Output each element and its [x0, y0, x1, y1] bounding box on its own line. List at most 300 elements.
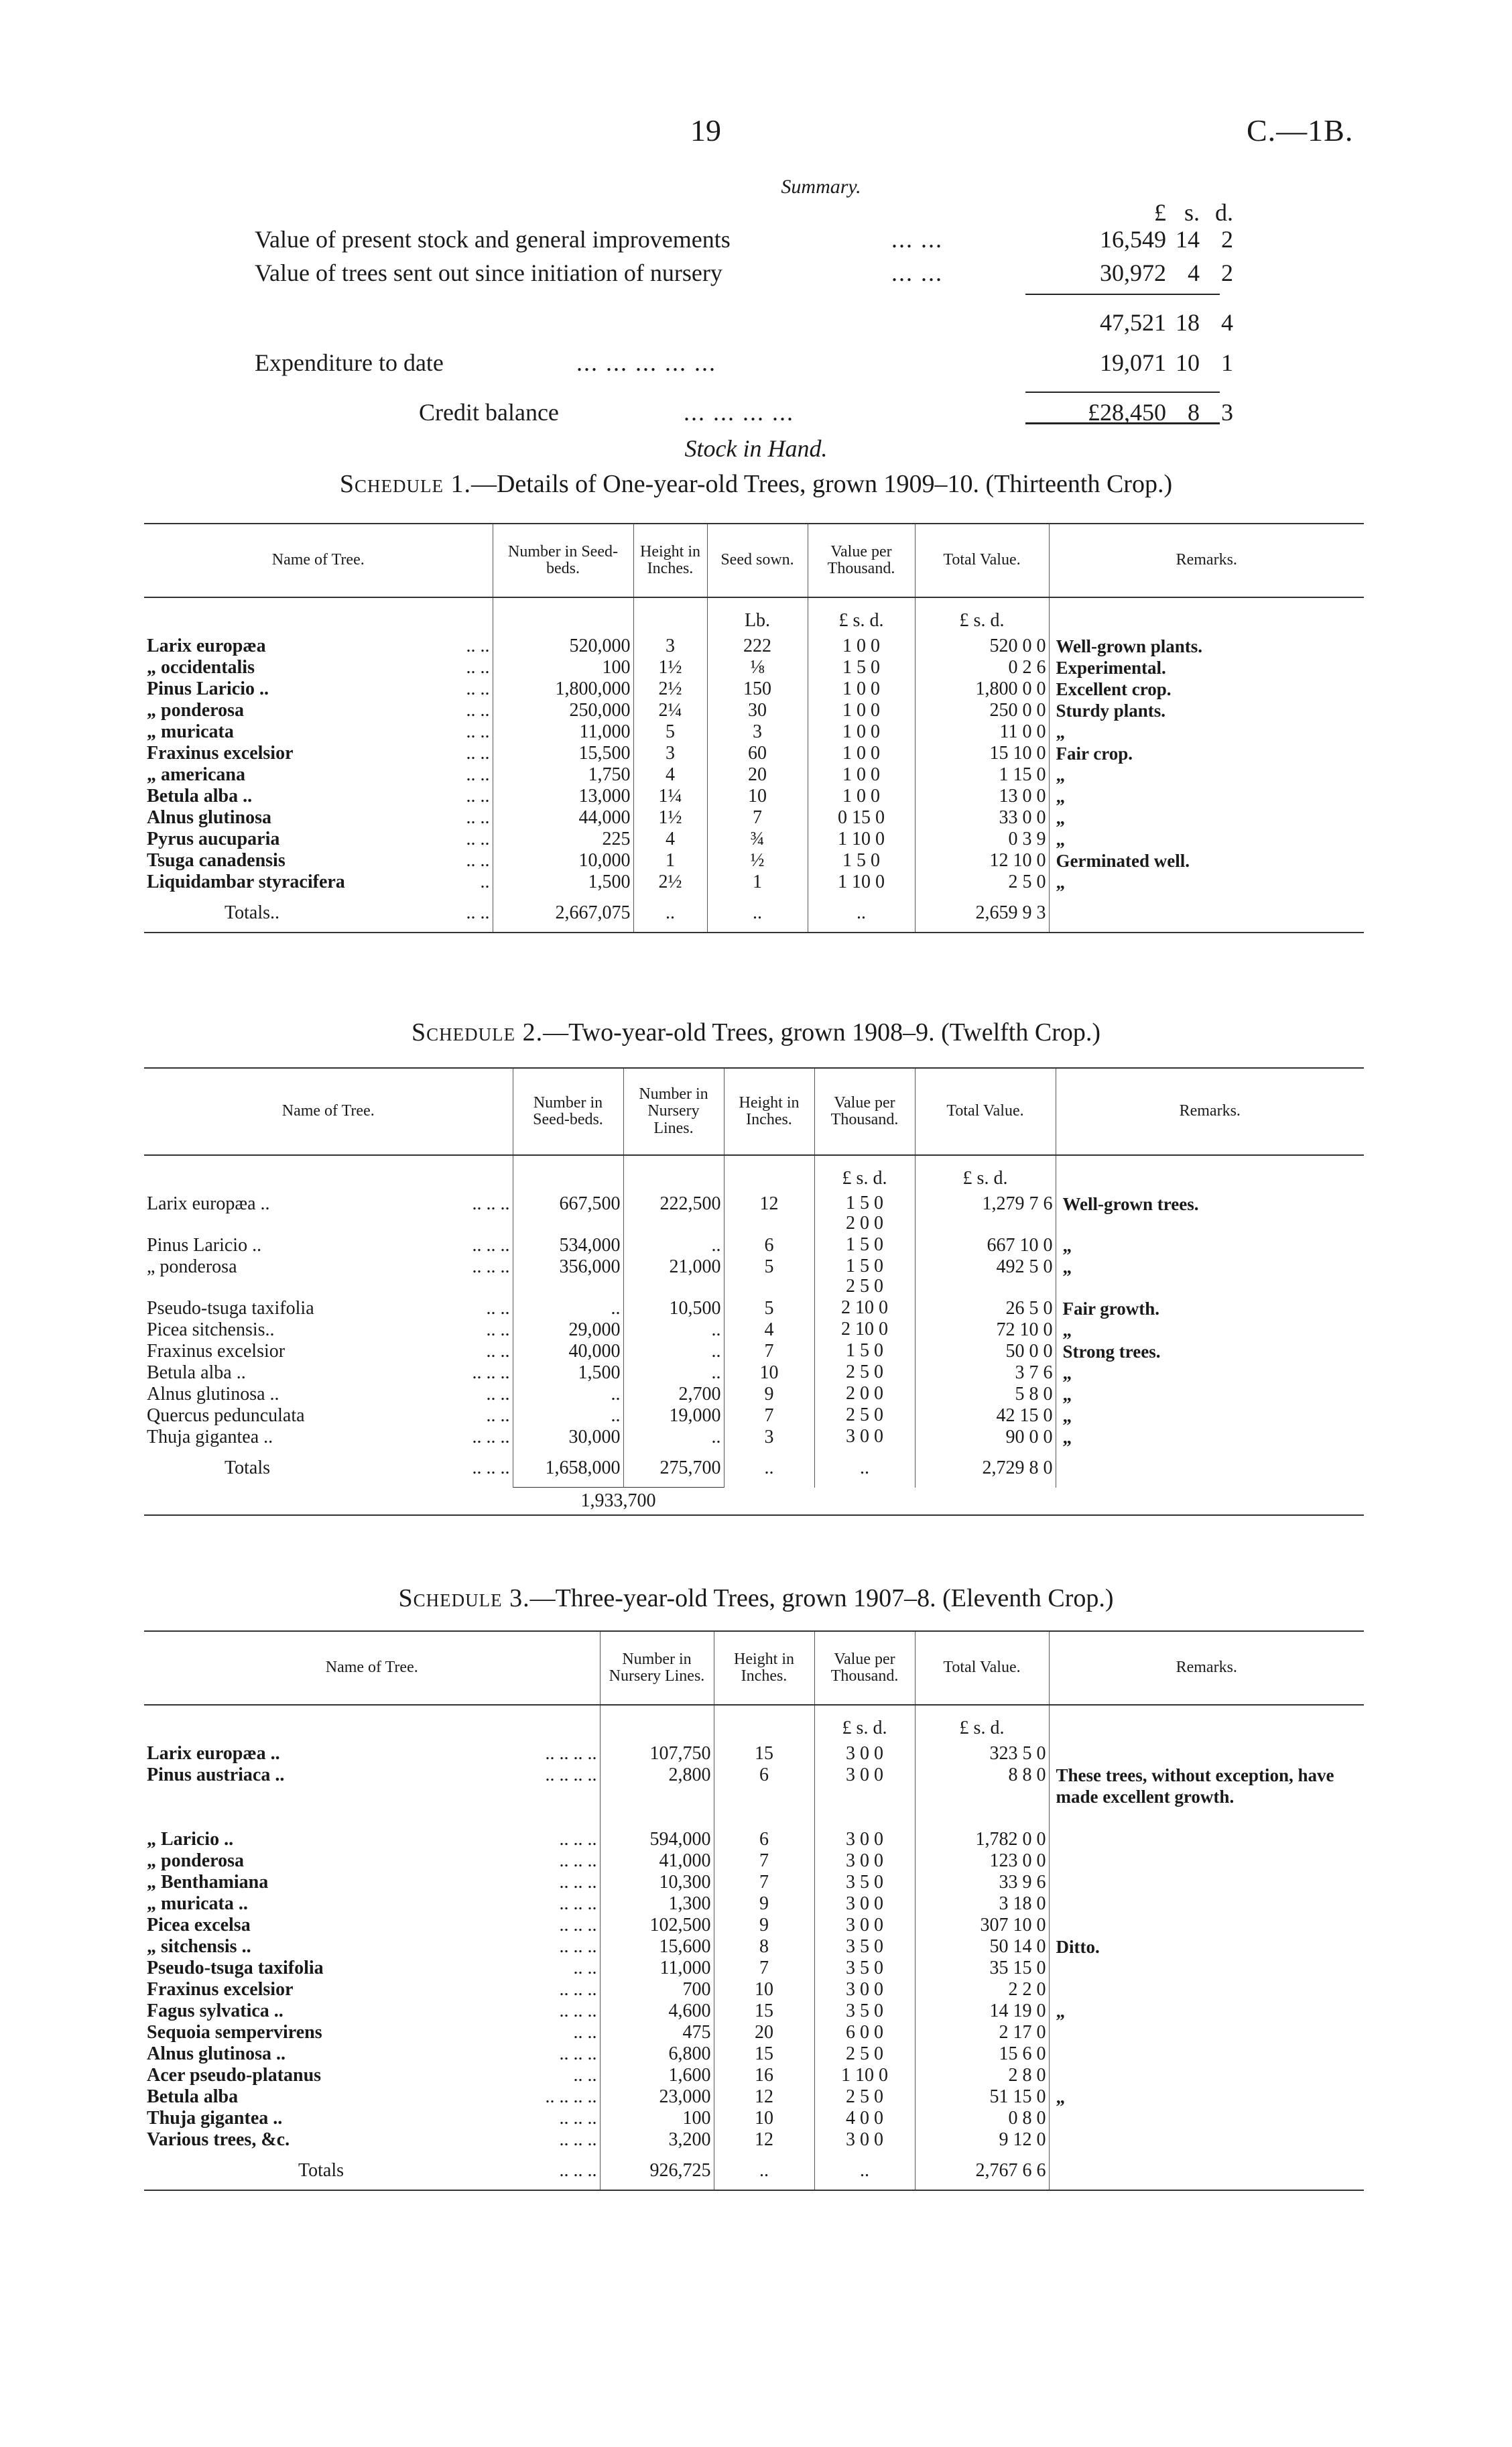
value-line: 2 0 0	[846, 1383, 883, 1404]
tree-name	[144, 678, 493, 700]
units-spacer	[144, 1705, 600, 1743]
leader-dots: .. .. ..	[472, 1427, 510, 1447]
value-line: 1 5 0	[846, 1256, 883, 1276]
value-per-thousand: 3 0 0	[814, 1893, 915, 1915]
nursery-lines-count: 19,000	[623, 1405, 724, 1427]
seed-sown: 3	[707, 721, 808, 743]
height-inches: 4	[633, 764, 707, 786]
tree-name	[144, 1193, 513, 1235]
totals-text: Totals..	[225, 902, 280, 923]
value-per-thousand	[814, 1384, 915, 1405]
nursery-lines-count: 2,700	[623, 1384, 724, 1405]
seed-beds-count: 1,750	[493, 764, 633, 786]
remarks	[1049, 2108, 1364, 2129]
total-value: 3 7 6	[915, 1362, 1056, 1384]
remarks: Excellent crop.	[1049, 678, 1364, 700]
summary-title: Summary.	[781, 176, 861, 198]
tree-name-text: Acer pseudo-platanus	[147, 2065, 322, 2086]
table-row	[144, 829, 1364, 850]
seed-sown: 30	[707, 700, 808, 721]
height-inches: 15	[714, 1743, 814, 1765]
unit-pounds: £	[962, 1168, 972, 1189]
totals-label	[144, 1448, 513, 1488]
remarks: Sturdy plants.	[1049, 700, 1364, 721]
units-spacer	[1049, 597, 1364, 636]
grand-total: 1,933,700	[513, 1488, 724, 1516]
nursery-lines-count: 100	[600, 2108, 714, 2129]
summary-label: Expenditure to date	[255, 349, 444, 376]
nursery-lines-count: 15,600	[600, 1936, 714, 1958]
height-inches: 6	[714, 1829, 814, 1850]
col-nursery-lines: Number in Nursery Lines.	[623, 1068, 724, 1155]
totals-total-value: 2,729 8 0	[915, 1448, 1056, 1488]
unit-d: d.	[873, 1168, 887, 1189]
totals-nursery: 275,700	[623, 1448, 724, 1488]
seed-beds-count: 40,000	[513, 1341, 623, 1362]
nursery-lines-count: 700	[600, 1979, 714, 2001]
leader-dots: .. ..	[486, 1405, 510, 1426]
height-inches: 8	[714, 1936, 814, 1958]
summary-rule	[1025, 392, 1220, 393]
value-per-thousand: 0 15 0	[808, 807, 915, 829]
summary-pence: 2	[1221, 259, 1233, 286]
height-inches: 5	[633, 721, 707, 743]
remarks: Germinated well.	[1049, 850, 1364, 872]
tree-name	[144, 829, 493, 850]
seed-beds-count: 11,000	[493, 721, 633, 743]
remarks	[1049, 1829, 1364, 1850]
seed-sown: 20	[707, 764, 808, 786]
height-inches: 2½	[633, 872, 707, 893]
seed-beds-count: 667,500	[513, 1193, 623, 1235]
total-value: 11 0 0	[915, 721, 1049, 743]
total-value: 1,279 7 6	[915, 1193, 1056, 1235]
col-height: Height in Inches.	[724, 1068, 814, 1155]
total-value: 323 5 0	[915, 1743, 1049, 1765]
seed-sown: 7	[707, 807, 808, 829]
value-line: 2 10 0	[841, 1297, 888, 1318]
summary-pence: 4	[1221, 309, 1233, 336]
remarks: „	[1056, 1384, 1364, 1405]
tree-name	[144, 786, 493, 807]
leader-dots: .. .. .. ..	[545, 1743, 597, 1764]
tree-name	[144, 721, 493, 743]
tree-name-text: Thuja gigantea ..	[147, 2108, 283, 2129]
seed-sown: 150	[707, 678, 808, 700]
totals-remarks	[1049, 2151, 1364, 2190]
leader-dots: .. .. .. ..	[545, 2086, 597, 2107]
total-value: 90 0 0	[915, 1427, 1056, 1448]
value-line: 2 5 0	[846, 1405, 883, 1425]
leader-dots: .. .. ..	[559, 1850, 597, 1871]
seed-beds-count: 100	[493, 657, 633, 678]
total-value: 35 15 0	[915, 1958, 1049, 1979]
height-inches: 12	[714, 2129, 814, 2151]
value-per-thousand: 1 0 0	[808, 636, 915, 657]
table-row	[144, 1850, 1364, 1872]
leader-dots: ..	[480, 872, 490, 892]
height-inches: 2¼	[633, 700, 707, 721]
leader-dots: .. ..	[573, 2022, 597, 2043]
remarks: „	[1049, 807, 1364, 829]
leader-dots: .. .. ..	[559, 1893, 597, 1914]
tree-name	[144, 743, 493, 764]
value-per-thousand: 1 10 0	[808, 829, 915, 850]
table-row	[144, 2108, 1364, 2129]
tree-name-text: Pseudo-tsuga taxifolia	[147, 1298, 314, 1319]
leader-dots: .. ..	[466, 700, 490, 721]
value-line: 1 5 0	[846, 1193, 883, 1213]
col-remarks: Remarks.	[1056, 1068, 1364, 1155]
col-nursery-lines: Number in Nursery Lines.	[600, 1631, 714, 1705]
remarks: „	[1049, 786, 1364, 807]
totals-total-value: 2,767 6 6	[915, 2151, 1049, 2190]
height-inches: 12	[714, 2086, 814, 2108]
units-spacer	[513, 1155, 623, 1193]
total-value: 12 10 0	[915, 850, 1049, 872]
nursery-lines-count: 1,300	[600, 1893, 714, 1915]
height-inches: 1¼	[633, 786, 707, 807]
total-value: 520 0 0	[915, 636, 1049, 657]
seed-beds-count: 356,000	[513, 1256, 623, 1298]
value-stack	[846, 1362, 883, 1382]
schedule1-title	[0, 469, 1512, 499]
remarks: „	[1056, 1362, 1364, 1384]
tree-name	[144, 1319, 513, 1341]
remarks: Strong trees.	[1056, 1341, 1364, 1362]
height-inches: 7	[714, 1850, 814, 1872]
remarks: „	[1049, 829, 1364, 850]
summary-row	[255, 398, 1233, 432]
seed-beds-count: 30,000	[513, 1427, 623, 1448]
height-inches: 1½	[633, 657, 707, 678]
table-row	[144, 1319, 1364, 1341]
remarks	[1049, 1915, 1364, 1936]
summary-shillings: 14	[1176, 226, 1200, 253]
total-value: 5 8 0	[915, 1384, 1056, 1405]
leader-dots: .. .. ..	[559, 2043, 597, 2064]
table-row	[144, 721, 1364, 743]
total-value: 50 0 0	[915, 1341, 1056, 1362]
tree-name-text: Pinus Laricio ..	[147, 678, 269, 699]
leader-dots: .. .. ..	[472, 1457, 510, 1478]
summary-rule	[1025, 422, 1220, 424]
units-spacer	[714, 1705, 814, 1743]
col-total-value: Total Value.	[915, 1631, 1049, 1705]
remarks	[1049, 2043, 1364, 2065]
table-row	[144, 764, 1364, 786]
unit-value	[814, 1155, 915, 1193]
seed-sown: ⅛	[707, 657, 808, 678]
height-inches: 20	[714, 2022, 814, 2043]
remarks: These trees, without exception, have made excellent growth.	[1049, 1765, 1364, 1829]
summary-row	[255, 225, 1233, 259]
summary-col-pence: d.	[1215, 199, 1233, 226]
total-value: 1 15 0	[915, 764, 1049, 786]
unit-pounds: £	[838, 610, 848, 631]
leader-dots: .. .. ..	[559, 2001, 597, 2021]
totals-row	[144, 2151, 1364, 2190]
tree-name	[144, 2043, 600, 2065]
nursery-lines-count: 2,800	[600, 1765, 714, 1829]
remarks: „	[1049, 2001, 1364, 2022]
summary-shillings: 4	[1188, 259, 1200, 286]
tree-name-text: „ ponderosa	[147, 700, 244, 721]
table-row	[144, 850, 1364, 872]
summary-row	[255, 259, 1233, 292]
summary-shillings: 8	[1188, 399, 1200, 426]
value-stack	[841, 1298, 888, 1318]
table-row	[144, 1362, 1364, 1384]
table-row	[144, 807, 1364, 829]
totals-total-value: 2,659 9 3	[915, 893, 1049, 933]
leader-dots: .. .. ..	[472, 1235, 510, 1256]
value-per-thousand: 1 0 0	[808, 700, 915, 721]
summary-label: Value of trees sent out since initiation of nursery	[255, 259, 722, 286]
summary-row	[255, 308, 1233, 342]
remarks: „	[1056, 1319, 1364, 1341]
tree-name-text: „ ponderosa	[147, 1256, 237, 1277]
tree-name	[144, 1341, 513, 1362]
value-stack	[846, 1384, 883, 1404]
table-row	[144, 1384, 1364, 1405]
leader-dots: .. ..	[486, 1319, 510, 1340]
leader-dots: .. .. ..	[472, 1362, 510, 1383]
nursery-lines-count: 10,300	[600, 1872, 714, 1893]
leader-dots: .. .. ..	[559, 1915, 597, 1935]
summary-rule	[1025, 294, 1220, 295]
height-inches: 16	[714, 2065, 814, 2086]
height-inches: 6	[714, 1765, 814, 1829]
height-inches: 10	[714, 1979, 814, 2001]
height-inches: 1½	[633, 807, 707, 829]
tree-name	[144, 1829, 600, 1850]
value-per-thousand	[814, 1319, 915, 1341]
summary-dots: ... ... ... ... ...	[576, 349, 716, 376]
leader-dots: .. .. ..	[559, 1979, 597, 2000]
tree-name-text: Tsuga canadensis	[147, 850, 286, 871]
value-line: 1 5 0	[846, 1234, 883, 1255]
value-per-thousand: 4 0 0	[814, 2108, 915, 2129]
leader-dots: .. ..	[486, 1298, 510, 1319]
tree-name	[144, 1256, 513, 1298]
unit-pounds: £	[842, 1718, 852, 1738]
units-row	[144, 597, 1364, 636]
seed-beds-count: ..	[513, 1298, 623, 1319]
height-inches: 10	[714, 2108, 814, 2129]
tree-name-text: Betula alba ..	[147, 1362, 246, 1383]
grand-total-row	[144, 1488, 1364, 1516]
value-per-thousand: 3 0 0	[814, 2129, 915, 2151]
nursery-lines-count: 107,750	[600, 1743, 714, 1765]
units-spacer	[623, 1155, 724, 1193]
tree-name	[144, 764, 493, 786]
unit-s: s.	[973, 1718, 986, 1738]
unit-d: d.	[869, 610, 884, 631]
tree-name-text: Betula alba	[147, 2086, 239, 2107]
remarks: Experimental.	[1049, 657, 1364, 678]
value-line: 2 5 0	[846, 1276, 883, 1297]
seed-beds-count: 1,800,000	[493, 678, 633, 700]
value-per-thousand: 1 0 0	[808, 743, 915, 764]
total-value: 2 8 0	[915, 2065, 1049, 2086]
remarks: Well-grown trees.	[1056, 1193, 1364, 1235]
summary-amount: £28,450	[1088, 399, 1166, 426]
unit-s: s.	[976, 1168, 989, 1189]
summary-label: Credit balance	[419, 399, 559, 426]
seed-beds-count: 15,500	[493, 743, 633, 764]
units-row	[144, 1705, 1364, 1743]
leader-dots: .. ..	[466, 657, 490, 678]
total-value: 0 8 0	[915, 2108, 1049, 2129]
leader-dots: .. .. ..	[559, 2129, 597, 2150]
table-row	[144, 743, 1364, 764]
unit-pounds: £	[959, 1718, 969, 1738]
tree-name-text: Larix europæa	[147, 636, 266, 656]
tree-name	[144, 1235, 513, 1256]
nursery-lines-count: 102,500	[600, 1915, 714, 1936]
tree-name	[144, 2001, 600, 2022]
total-value: 492 5 0	[915, 1256, 1056, 1298]
unit-value	[814, 1705, 915, 1743]
nursery-lines-count: 594,000	[600, 1829, 714, 1850]
tree-name	[144, 2086, 600, 2108]
tree-name	[144, 636, 493, 657]
tree-name	[144, 850, 493, 872]
height-inches: 15	[714, 2001, 814, 2022]
height-inches: 7	[714, 1958, 814, 1979]
totals-label	[144, 2151, 600, 2190]
total-value: 2 17 0	[915, 2022, 1049, 2043]
summary-amount: 47,521	[1100, 309, 1166, 336]
page-number: 19	[690, 113, 721, 147]
table-row	[144, 1235, 1364, 1256]
totals-row	[144, 893, 1364, 933]
value-per-thousand: 3 0 0	[814, 1829, 915, 1850]
value-stack	[846, 1235, 883, 1255]
summary-section	[255, 176, 1233, 432]
unit-total	[915, 597, 1049, 636]
height-inches: 2½	[633, 678, 707, 700]
total-value: 250 0 0	[915, 700, 1049, 721]
total-value: 50 14 0	[915, 1936, 1049, 1958]
value-per-thousand	[814, 1427, 915, 1448]
height-inches: 6	[724, 1235, 814, 1256]
remarks	[1049, 1850, 1364, 1872]
summary-amount: 30,972	[1100, 259, 1166, 286]
height-inches: 9	[724, 1384, 814, 1405]
value-per-thousand: 3 0 0	[814, 1765, 915, 1829]
totals-nursery: 926,725	[600, 2151, 714, 2190]
height-inches: 4	[724, 1319, 814, 1341]
total-value: 33 9 6	[915, 1872, 1049, 1893]
leader-dots: .. ..	[466, 850, 490, 871]
tree-name-text: Thuja gigantea ..	[147, 1427, 273, 1447]
units-spacer	[144, 1155, 513, 1193]
leader-dots: .. ..	[486, 1384, 510, 1405]
table-row	[144, 636, 1364, 657]
summary-col-labels	[255, 198, 1233, 226]
col-value-per-thousand: Value per Thousand.	[808, 524, 915, 597]
tree-name	[144, 1298, 513, 1319]
totals-height: ..	[633, 893, 707, 933]
nursery-lines-count: ..	[623, 1319, 724, 1341]
value-per-thousand: 1 5 0	[808, 850, 915, 872]
height-inches: 9	[714, 1915, 814, 1936]
unit-pounds: £	[842, 1168, 852, 1189]
height-inches: 7	[724, 1405, 814, 1427]
remarks	[1049, 1893, 1364, 1915]
seed-beds-count: 520,000	[493, 636, 633, 657]
unit-lb: Lb.	[707, 597, 808, 636]
tree-name-text: Pinus Laricio ..	[147, 1235, 262, 1256]
totals-seed: ..	[707, 893, 808, 933]
seed-sown: 1	[707, 872, 808, 893]
unit-d: d.	[990, 1718, 1005, 1738]
table-row	[144, 1341, 1364, 1362]
remarks	[1049, 1743, 1364, 1765]
table-row	[144, 1893, 1364, 1915]
total-value: 123 0 0	[915, 1850, 1049, 1872]
total-value: 2 2 0	[915, 1979, 1049, 2001]
value-per-thousand: 1 0 0	[808, 764, 915, 786]
nursery-lines-count: 4,600	[600, 2001, 714, 2022]
schedule2-table	[144, 1067, 1364, 1516]
value-per-thousand	[814, 1193, 915, 1235]
height-inches: 1	[633, 850, 707, 872]
total-value: 42 15 0	[915, 1405, 1056, 1427]
col-height: Height in Inches.	[633, 524, 707, 597]
summary-shillings: 10	[1176, 349, 1200, 376]
total-value: 1,800 0 0	[915, 678, 1049, 700]
total-value: 1,782 0 0	[915, 1829, 1049, 1850]
leader-dots: .. ..	[466, 721, 490, 742]
remarks: „	[1056, 1235, 1364, 1256]
total-value: 15 6 0	[915, 2043, 1049, 2065]
value-per-thousand: 3 5 0	[814, 1958, 915, 1979]
height-inches: 3	[724, 1427, 814, 1448]
nursery-lines-count: ..	[623, 1427, 724, 1448]
summary-col-shillings: s.	[1184, 199, 1200, 226]
remarks: „	[1049, 764, 1364, 786]
tree-name-text: Alnus glutinosa ..	[147, 1384, 279, 1405]
value-stack	[846, 1256, 883, 1297]
table-row	[144, 2065, 1364, 2086]
col-seed-sown: Seed sown.	[707, 524, 808, 597]
leader-dots: .. .. .. ..	[545, 1765, 597, 1785]
table-row	[144, 1405, 1364, 1427]
col-seed-beds: Number in Seed-beds.	[493, 524, 633, 597]
units-row	[144, 1155, 1364, 1193]
units-spacer	[633, 597, 707, 636]
summary-dots: ... ... ... ...	[684, 399, 794, 426]
leader-dots: .. ..	[466, 807, 490, 828]
remarks: Ditto.	[1049, 1936, 1364, 1958]
tree-name-text: Fraxinus excelsior	[147, 1979, 294, 2000]
tree-name	[144, 807, 493, 829]
tree-name-text: Fraxinus excelsior	[147, 1341, 286, 1362]
table-row	[144, 700, 1364, 721]
total-value: 0 2 6	[915, 657, 1049, 678]
tree-name-text: Larix europæa ..	[147, 1743, 280, 1764]
schedule2-header-row	[144, 1068, 1364, 1155]
height-inches: 7	[714, 1872, 814, 1893]
schedule2-title-text: —Two-year-old Trees, grown 1908–9. (Twelfth Crop.)	[543, 1018, 1101, 1047]
table-row	[144, 1427, 1364, 1448]
tree-name-text: Larix europæa ..	[147, 1193, 270, 1214]
seed-beds-count: ..	[513, 1405, 623, 1427]
seed-beds-count: 225	[493, 829, 633, 850]
